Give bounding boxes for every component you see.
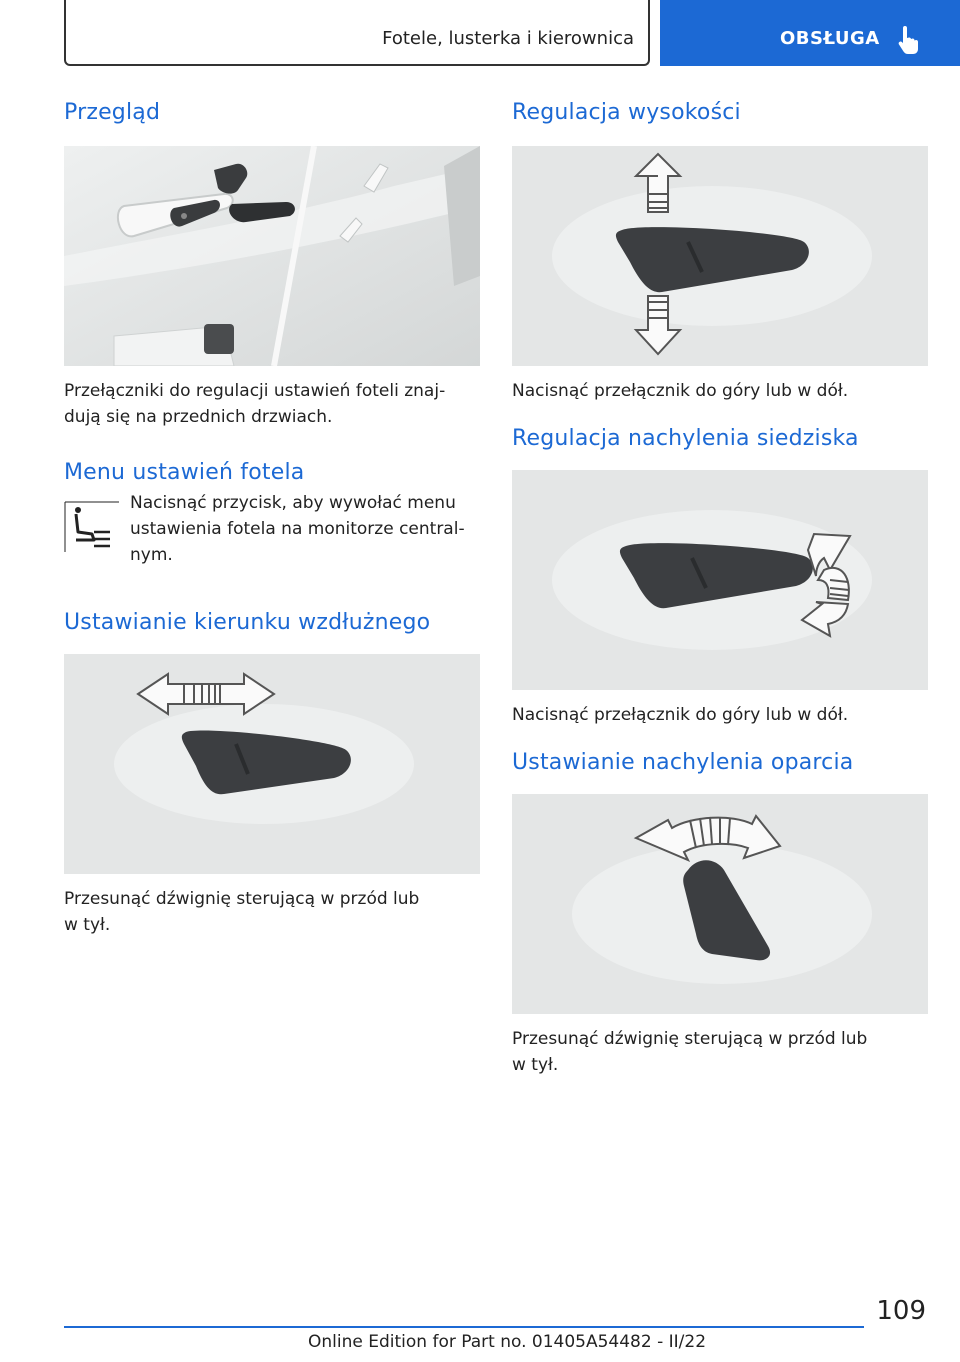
overview-heading: Przegląd [64,100,161,125]
seat-menu-text-line3: nym. [130,545,173,565]
overview-caption-line1: Przełączniki do regulacji ustawień foteli znaj- [64,381,446,401]
backrest-switch-image [512,794,928,1014]
overview-caption-line2: dują się na przednich drzwiach. [64,407,333,427]
header-section-title: Fotele, lusterka i kierownica [382,28,634,49]
seat-tilt-switch-image [512,470,928,690]
hand-pointer-icon [896,24,922,56]
seat-menu-heading: Menu ustawień fotela [64,460,305,485]
header-tab[interactable] [660,0,960,66]
longitudinal-caption-line1: Przesunąć dźwignię sterującą w przód lub [64,889,420,909]
longitudinal-heading: Ustawianie kierunku wzdłużnego [64,610,431,635]
longitudinal-caption-line2: w tył. [64,915,111,935]
seat-tilt-caption: Nacisnąć przełącznik do góry lub w dół. [512,705,849,725]
seat-tilt-heading: Regulacja nachylenia siedziska [512,426,859,451]
footer-divider [64,1326,864,1328]
door-switches-image [64,146,480,366]
longitudinal-switch-image [64,654,480,874]
left-column [64,98,480,938]
seat-menu-text-line2: ustawienia fotela na monitorze central- [130,519,465,539]
backrest-caption-line2: w tył. [512,1055,559,1075]
seat-menu-text-line1: Nacisnąć przycisk, aby wywołać menu [130,493,456,513]
backrest-caption-line1: Przesunąć dźwignię sterującą w przód lub [512,1029,868,1049]
height-caption: Nacisnąć przełącznik do góry lub w dół. [512,381,849,401]
backrest-heading: Ustawianie nachylenia oparcia [512,750,854,775]
header-tab-label: OBSŁUGA [780,28,880,49]
height-heading: Regulacja wysokości [512,100,741,125]
header-section-box [64,0,650,66]
edition-text: Online Edition for Part no. 01405A54482 - II/22 [308,1332,707,1352]
height-switch-image [512,146,928,366]
seat-menu-icon[interactable] [64,498,120,554]
right-column [512,98,928,1078]
page-number: 109 [876,1296,926,1326]
seat-menu-row [64,490,480,580]
